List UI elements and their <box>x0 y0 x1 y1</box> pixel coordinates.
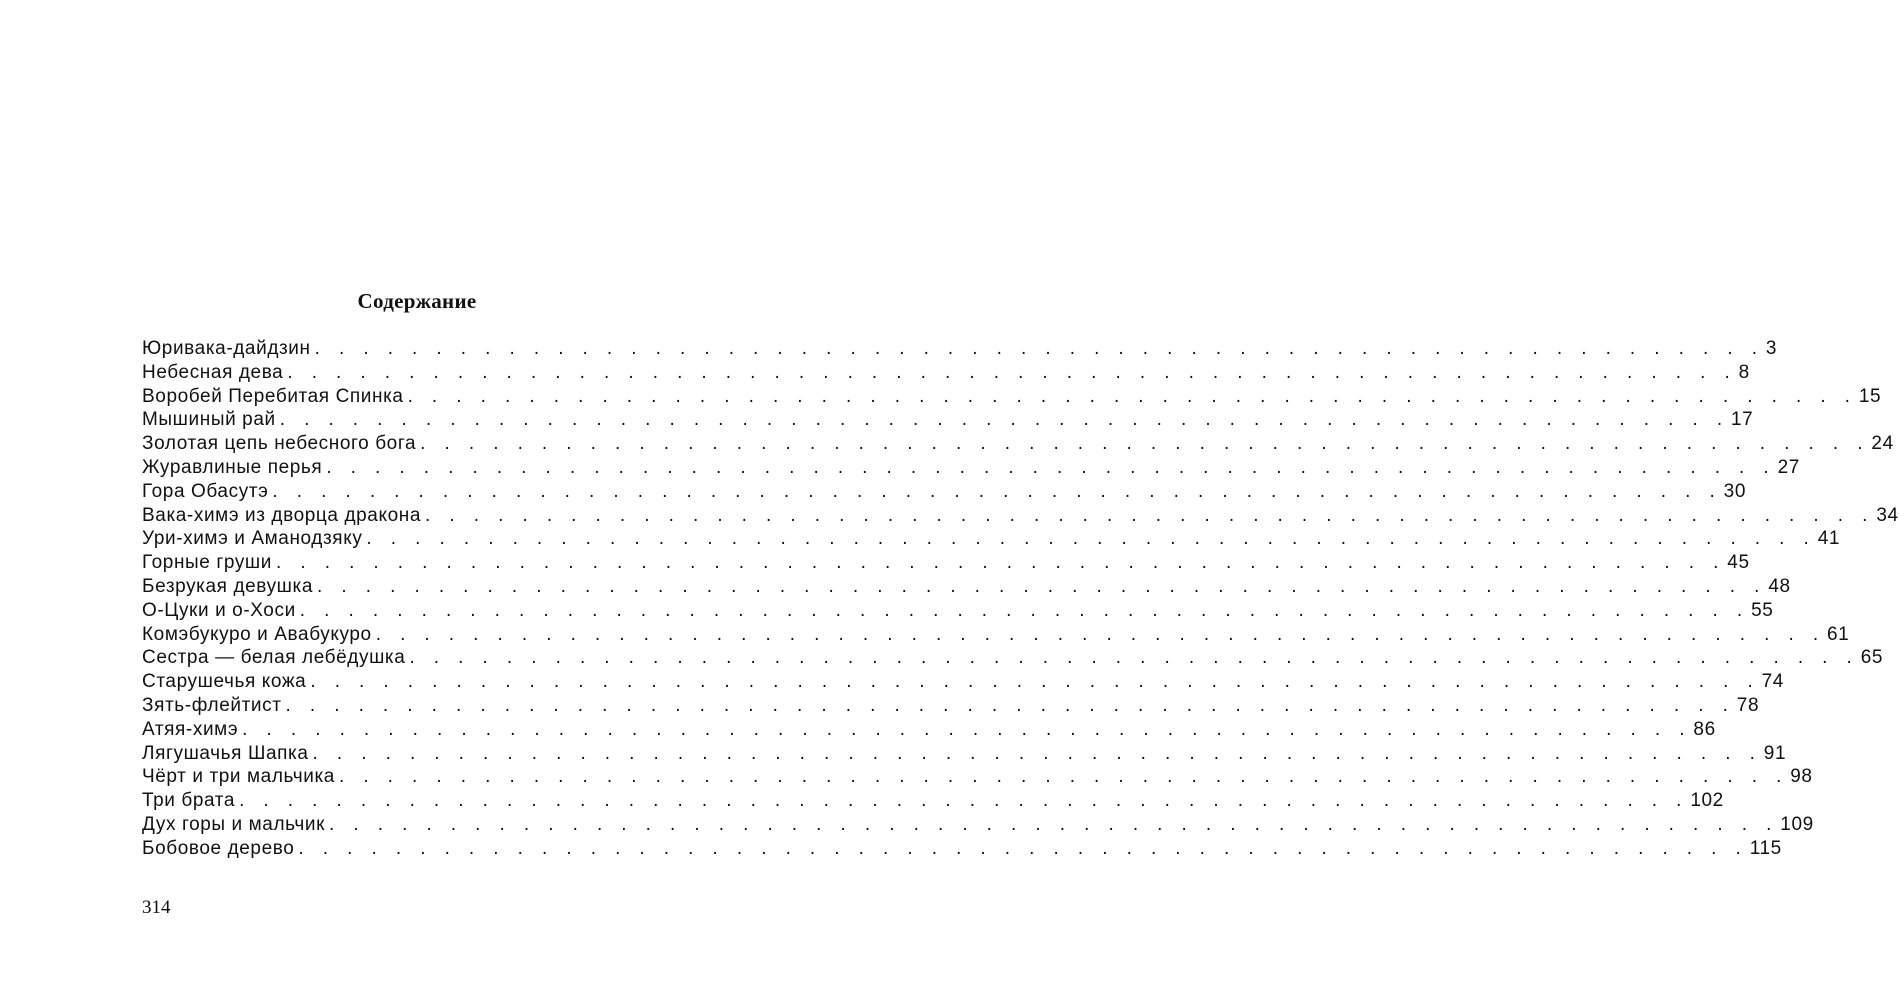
toc-entry <box>142 813 1814 837</box>
toc-entry <box>142 623 1850 647</box>
toc-dot-leader: . . . . . . . . . . . . . . . . . . . . . . . . . . . . . . . . . . . . . . . . . . . . . . . . . . . . . . . . . . . . <box>239 790 1689 812</box>
toc-dot-leader: . . . . . . . . . . . . . . . . . . . . . . . . . . . . . . . . . . . . . . . . . . . . . . . . . . . . . . . . . . . . <box>409 647 1859 669</box>
toc-entry-page: 65 <box>1860 647 1884 669</box>
page-number: 314 <box>142 897 171 918</box>
toc-entry-page: 30 <box>1723 480 1747 502</box>
toc-dot-leader: . . . . . . . . . . . . . . . . . . . . . . . . . . . . . . . . . . . . . . . . . . . . . . . . . . . . . . . . . . . . <box>299 599 1750 621</box>
toc-entry-title: Мышиный рай <box>142 409 276 431</box>
toc-entry <box>142 599 1774 623</box>
toc-entry-page: 48 <box>1768 575 1791 597</box>
toc-entry-title: Золотая цепь небесного бога <box>142 433 417 455</box>
toc-entry-page: 61 <box>1827 623 1850 645</box>
toc-entry <box>142 337 1778 361</box>
toc-heading: Содержание <box>357 289 477 313</box>
toc-dot-leader: . . . . . . . . . . . . . . . . . . . . . . . . . . . . . . . . . . . . . . . . . . . . . . . . . . . . . . . . . . . . <box>326 456 1776 478</box>
toc-entry <box>142 742 1787 766</box>
toc-entry-page: 8 <box>1738 361 1750 383</box>
toc-entry <box>142 408 1754 432</box>
toc-entry-page: 34 <box>1876 504 1899 526</box>
toc-entry <box>142 504 1899 528</box>
toc-list <box>142 337 1899 861</box>
toc-dot-leader: . . . . . . . . . . . . . . . . . . . . . . . . . . . . . . . . . . . . . . . . . . . . . . . . . . . . . . . . . . . . <box>276 552 1726 574</box>
toc-entry-page: 115 <box>1749 837 1782 859</box>
toc-entry <box>142 527 1841 551</box>
toc-entry-title: Воробей Перебитая Спинка <box>142 385 404 407</box>
toc-dot-leader: . . . . . . . . . . . . . . . . . . . . . . . . . . . . . . . . . . . . . . . . . . . . . . . . . . . . . . . . . . . . <box>375 623 1825 645</box>
toc-entry-page: 3 <box>1765 338 1778 359</box>
toc-entry-title: О-Цуки и о-Хоси <box>142 599 296 621</box>
toc-entry <box>142 385 1882 409</box>
toc-dot-leader: . . . . . . . . . . . . . . . . . . . . . . . . . . . . . . . . . . . . . . . . . . . . . . . . . . . . . . . . . . . . <box>317 575 1767 597</box>
toc-dot-leader: . . . . . . . . . . . . . . . . . . . . . . . . . . . . . . . . . . . . . . . . . . . . . . . . . . . . . . . . . . . . <box>420 433 1870 455</box>
toc-entry <box>142 575 1791 599</box>
toc-dot-leader: . . . . . . . . . . . . . . . . . . . . . . . . . . . . . . . . . . . . . . . . . . . . . . . . . . . . . . . . . . . . <box>366 528 1816 550</box>
toc-entry <box>142 670 1784 694</box>
toc-dot-leader: . . . . . . . . . . . . . . . . . . . . . . . . . . . . . . . . . . . . . . . . . . . . . . . . . . . . . . . . . . . . <box>338 766 1789 788</box>
toc-entry-title: Лягушачья Шапка <box>142 742 309 764</box>
toc-entry <box>142 551 1750 575</box>
toc-entry-title: Сестра — белая лебёдушка <box>142 647 406 669</box>
toc-entry <box>142 694 1760 718</box>
toc-dot-leader: . . . . . . . . . . . . . . . . . . . . . . . . . . . . . . . . . . . . . . . . . . . . . . . . . . . . . . . . . . . . <box>279 409 1730 431</box>
toc-entry-page: 41 <box>1817 528 1841 550</box>
toc-entry-page: 24 <box>1871 433 1894 455</box>
toc-entry-title: Атяя-химэ <box>142 718 239 740</box>
toc-entry-page: 109 <box>1780 813 1814 835</box>
toc-entry-title: Три брата <box>142 790 236 812</box>
toc-entry <box>142 646 1884 670</box>
toc-entry-page: 45 <box>1727 552 1750 574</box>
toc-dot-leader: . . . . . . . . . . . . . . . . . . . . . . . . . . . . . . . . . . . . . . . . . . . . . . . . . . . . . . . . . . . . <box>407 385 1857 407</box>
toc-entry <box>142 432 1894 456</box>
toc-entry-page: 86 <box>1693 718 1716 740</box>
toc-entry-page: 27 <box>1777 456 1800 478</box>
toc-entry-title: Небесная дева <box>142 361 284 383</box>
toc-dot-leader: . . . . . . . . . . . . . . . . . . . . . . . . . . . . . . . . . . . . . . . . . . . . . . . . . . . . . . . . . . . . <box>312 742 1762 764</box>
toc-entry-title: Юривака-дайдзин <box>142 338 311 359</box>
toc-entry <box>142 837 1782 861</box>
toc-dot-leader: . . . . . . . . . . . . . . . . . . . . . . . . . . . . . . . . . . . . . . . . . . . . . . . . . . . . . . . . . . . . <box>272 480 1722 502</box>
toc-entry-page: 17 <box>1731 409 1754 431</box>
toc-entry-title: Гора Обасутэ <box>142 480 269 502</box>
toc-entry <box>142 456 1800 480</box>
toc-dot-leader: . . . . . . . . . . . . . . . . . . . . . . . . . . . . . . . . . . . . . . . . . . . . . . . . . . . . . . . . . . . . <box>314 338 1764 359</box>
toc-entry-page: 74 <box>1761 671 1784 693</box>
toc-entry-title: Комэбукуро и Авабукуро <box>142 623 372 645</box>
toc-entry-title: Вака-химэ из дворца дракона <box>142 504 422 526</box>
toc-dot-leader: . . . . . . . . . . . . . . . . . . . . . . . . . . . . . . . . . . . . . . . . . . . . . . . . . . . . . . . . . . . . <box>298 837 1748 859</box>
toc-entry <box>142 789 1724 813</box>
toc-dot-leader: . . . . . . . . . . . . . . . . . . . . . . . . . . . . . . . . . . . . . . . . . . . . . . . . . . . . . . . . . . . . <box>287 361 1737 383</box>
toc-dot-leader: . . . . . . . . . . . . . . . . . . . . . . . . . . . . . . . . . . . . . . . . . . . . . . . . . . . . . . . . . . . . <box>285 694 1735 716</box>
toc-entry-page: 55 <box>1751 599 1774 621</box>
toc-entry-page: 102 <box>1690 790 1724 812</box>
toc-dot-leader: . . . . . . . . . . . . . . . . . . . . . . . . . . . . . . . . . . . . . . . . . . . . . . . . . . . . . . . . . . . . <box>242 718 1692 740</box>
toc-entry-title: Зять-флейтист <box>142 694 282 716</box>
toc-entry-title: Ури-химэ и Аманодзяку <box>142 528 363 550</box>
toc-dot-leader: . . . . . . . . . . . . . . . . . . . . . . . . . . . . . . . . . . . . . . . . . . . . . . . . . . . . . . . . . . . . <box>310 671 1760 693</box>
toc-entry <box>142 361 1750 385</box>
toc-dot-leader: . . . . . . . . . . . . . . . . . . . . . . . . . . . . . . . . . . . . . . . . . . . . . . . . . . . . . . . . . . . . <box>425 504 1875 526</box>
toc-entry <box>142 765 1813 789</box>
toc-entry <box>142 480 1747 504</box>
toc-entry-title: Чёрт и три мальчика <box>142 766 335 788</box>
toc-entry-title: Горные груши <box>142 552 272 574</box>
toc-entry-page: 78 <box>1736 694 1760 716</box>
toc-dot-leader: . . . . . . . . . . . . . . . . . . . . . . . . . . . . . . . . . . . . . . . . . . . . . . . . . . . . . . . . . . . . <box>329 813 1779 835</box>
toc-entry-page: 91 <box>1763 742 1787 764</box>
toc-entry-title: Безрукая девушка <box>142 575 314 597</box>
toc-entry-title: Старушечья кожа <box>142 671 307 693</box>
toc-entry-title: Журавлиные перья <box>142 456 323 478</box>
toc-entry-title: Бобовое дерево <box>142 837 295 859</box>
toc-entry-page: 15 <box>1858 385 1882 407</box>
toc-entry <box>142 718 1716 742</box>
toc-entry-page: 98 <box>1790 766 1813 788</box>
toc-entry-title: Дух горы и мальчик <box>142 813 326 835</box>
